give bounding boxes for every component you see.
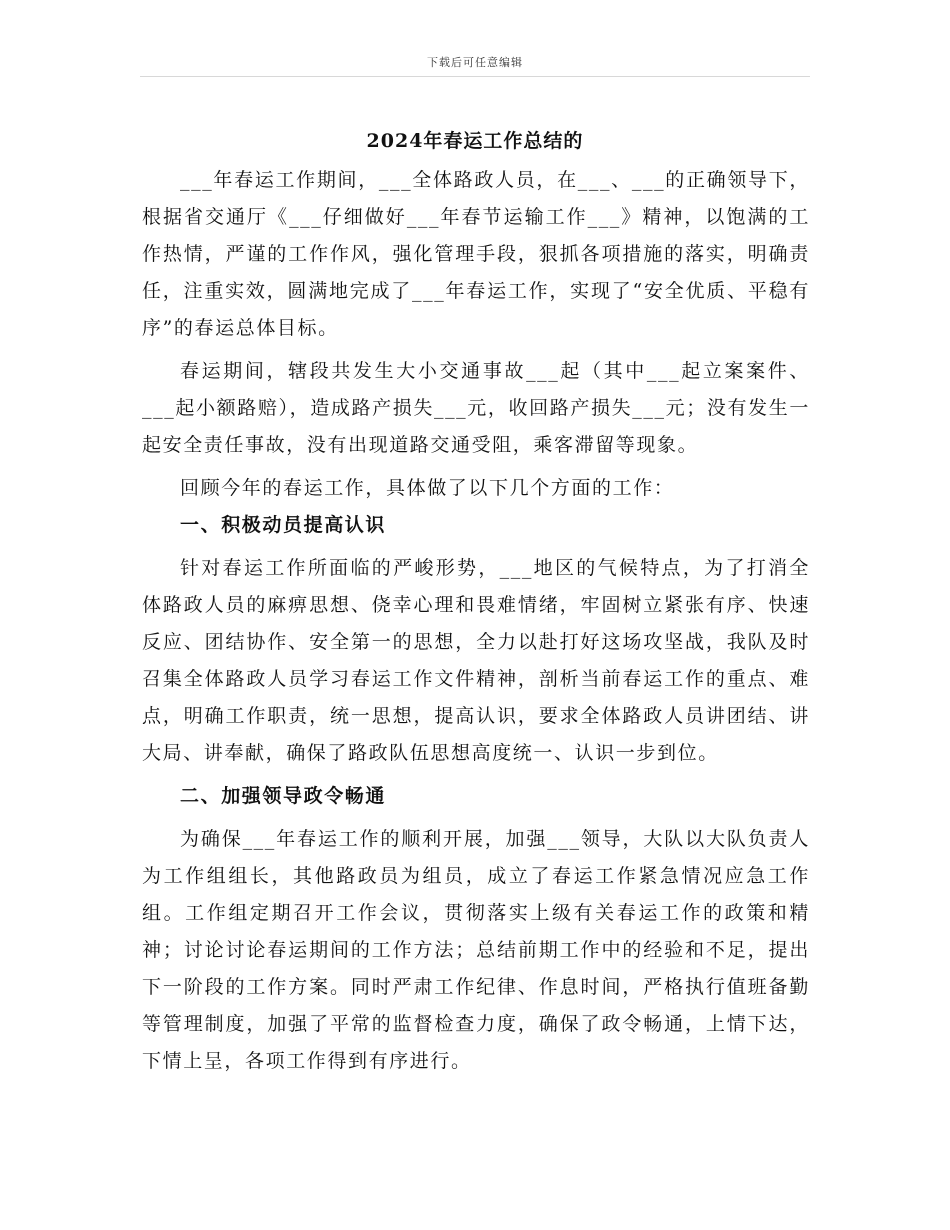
paragraph-review: 回顾今年的春运工作，具体做了以下几个方面的工作： [180,477,675,499]
section-heading-1: 一、积极动员提高认识 [180,514,387,536]
header-divider [140,76,810,77]
document-body [142,162,810,1080]
section-heading-2: 二、加强领导政令畅通 [180,785,387,807]
header-note: 下载后可任意编辑 [427,56,523,69]
paragraph-accidents: 春运期间，辖段共发生大小交通事故___起（其中___起立案案件、___起小额路赔），造成路产损失___元，收回路产损失___元；没有发生一起安全责任事故，没有出现道路交通受阻，乘客滞留等现象。 [142,360,810,456]
section-text-1: 针对春运工作所面临的严峻形势，___地区的气候特点，为了打消全体路政人员的麻痹思想、侥幸心理和畏难情绪，牢固树立紧张有序、快速反应、团结协作、安全第一的思想，全力以赴打好这场攻坚战，我队及时召集全体路政人员学习春运工作文件精神，剖析当前春运工作的重点、难点，明确工作职责，统一思想，提高认识，要求全体路政人员讲团结、讲大局、讲奉献，确保了路政队伍思想高度统一、认识一步到位。 [142,557,810,764]
section-text-2: 为确保___年春运工作的顺利开展，加强___领导，大队以大队负责人为工作组组长，其他路政员为组员，成立了春运工作紧急情况应急工作组。工作组定期召开工作会议，贯彻落实上级有关春运工作的政策和精神；讨论讨论春运期间的工作方法；总结前期工作中的经验和不足，提出下一阶段的工作方案。同时严肃工作纪律、作息时间，严格执行值班备勤等管理制度，加强了平常的监督检查力度，确保了政令畅通，上情下达，下情上呈，各项工作得到有序进行。 [142,828,810,1072]
document-title: 2024年春运工作总结的 [366,130,584,152]
paragraph-intro: ___年春运工作期间，___全体路政人员，在___、___的正确领导下，根据省交通厅《___仔细做好___年春节运输工作___》精神，以饱满的工作热情，严谨的工作作风，强化管理手段，狠抓各项措施的落实，明确责任，注重实效，圆满地完成了___年春运工作，实现了“安全优质、平稳有序”的春运总体目标。 [142,169,810,339]
